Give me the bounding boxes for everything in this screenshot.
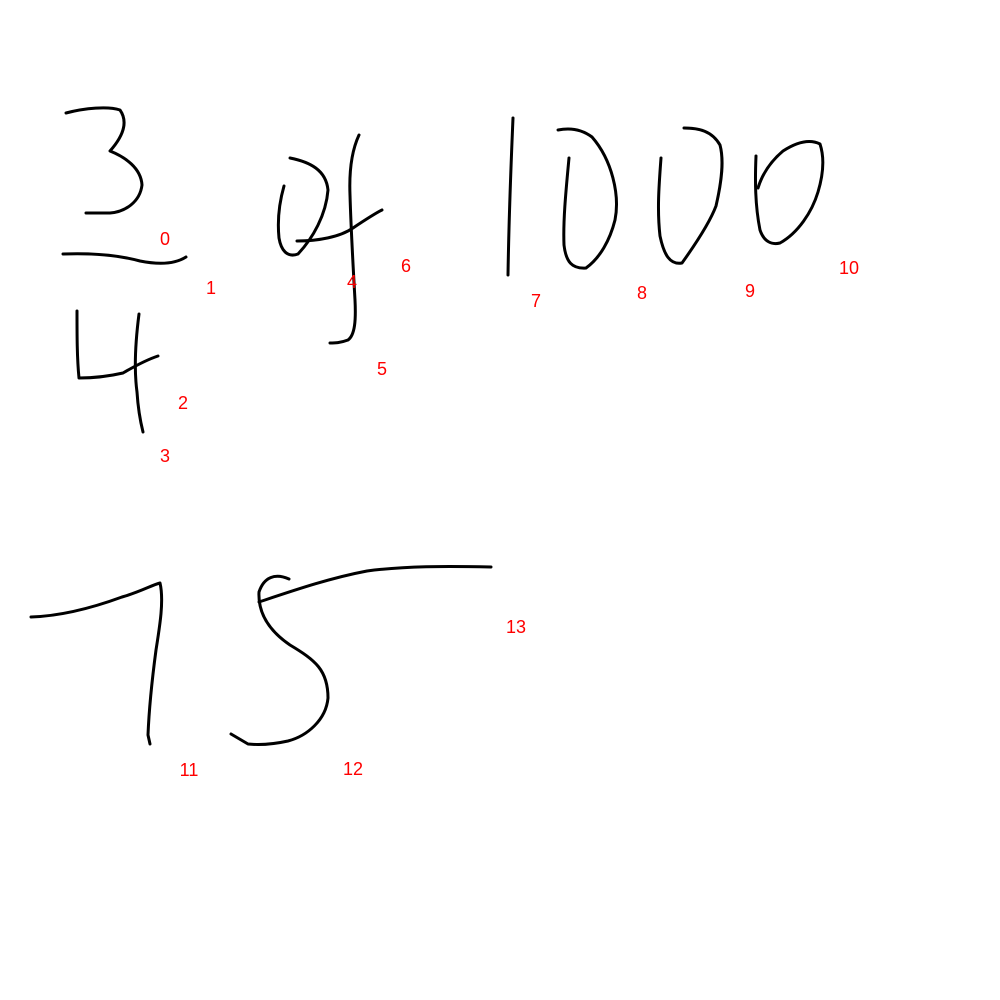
stroke-5 (330, 135, 359, 343)
stroke-label-9: 9 (744, 281, 756, 301)
stroke-label-3: 3 (159, 446, 171, 466)
stroke-label-5: 5 (376, 359, 388, 379)
stroke-6 (297, 210, 382, 241)
stroke-label-7: 7 (530, 291, 542, 311)
stroke-label-6: 6 (400, 256, 412, 276)
stroke-7 (508, 118, 513, 275)
stroke-1 (63, 254, 186, 264)
stroke-9 (658, 128, 722, 263)
stroke-0 (66, 108, 142, 213)
stroke-labels (160, 229, 859, 780)
stroke-label-8: 8 (636, 283, 648, 303)
stroke-13 (259, 566, 491, 602)
stroke-12 (231, 576, 328, 744)
stroke-label-13: 13 (505, 617, 527, 637)
stroke-label-0: 0 (159, 229, 171, 249)
stroke-3 (135, 314, 143, 432)
stroke-2 (77, 311, 158, 378)
stroke-label-10: 10 (838, 258, 860, 278)
stroke-label-1: 1 (205, 278, 217, 298)
stroke-11 (31, 583, 162, 744)
stroke-label-11: 11 (179, 760, 199, 780)
stroke-10 (755, 142, 822, 244)
stroke-label-12: 12 (342, 759, 364, 779)
stroke-label-2: 2 (177, 393, 189, 413)
stroke-8 (558, 129, 616, 268)
stroke-label-4: 4 (346, 272, 358, 292)
